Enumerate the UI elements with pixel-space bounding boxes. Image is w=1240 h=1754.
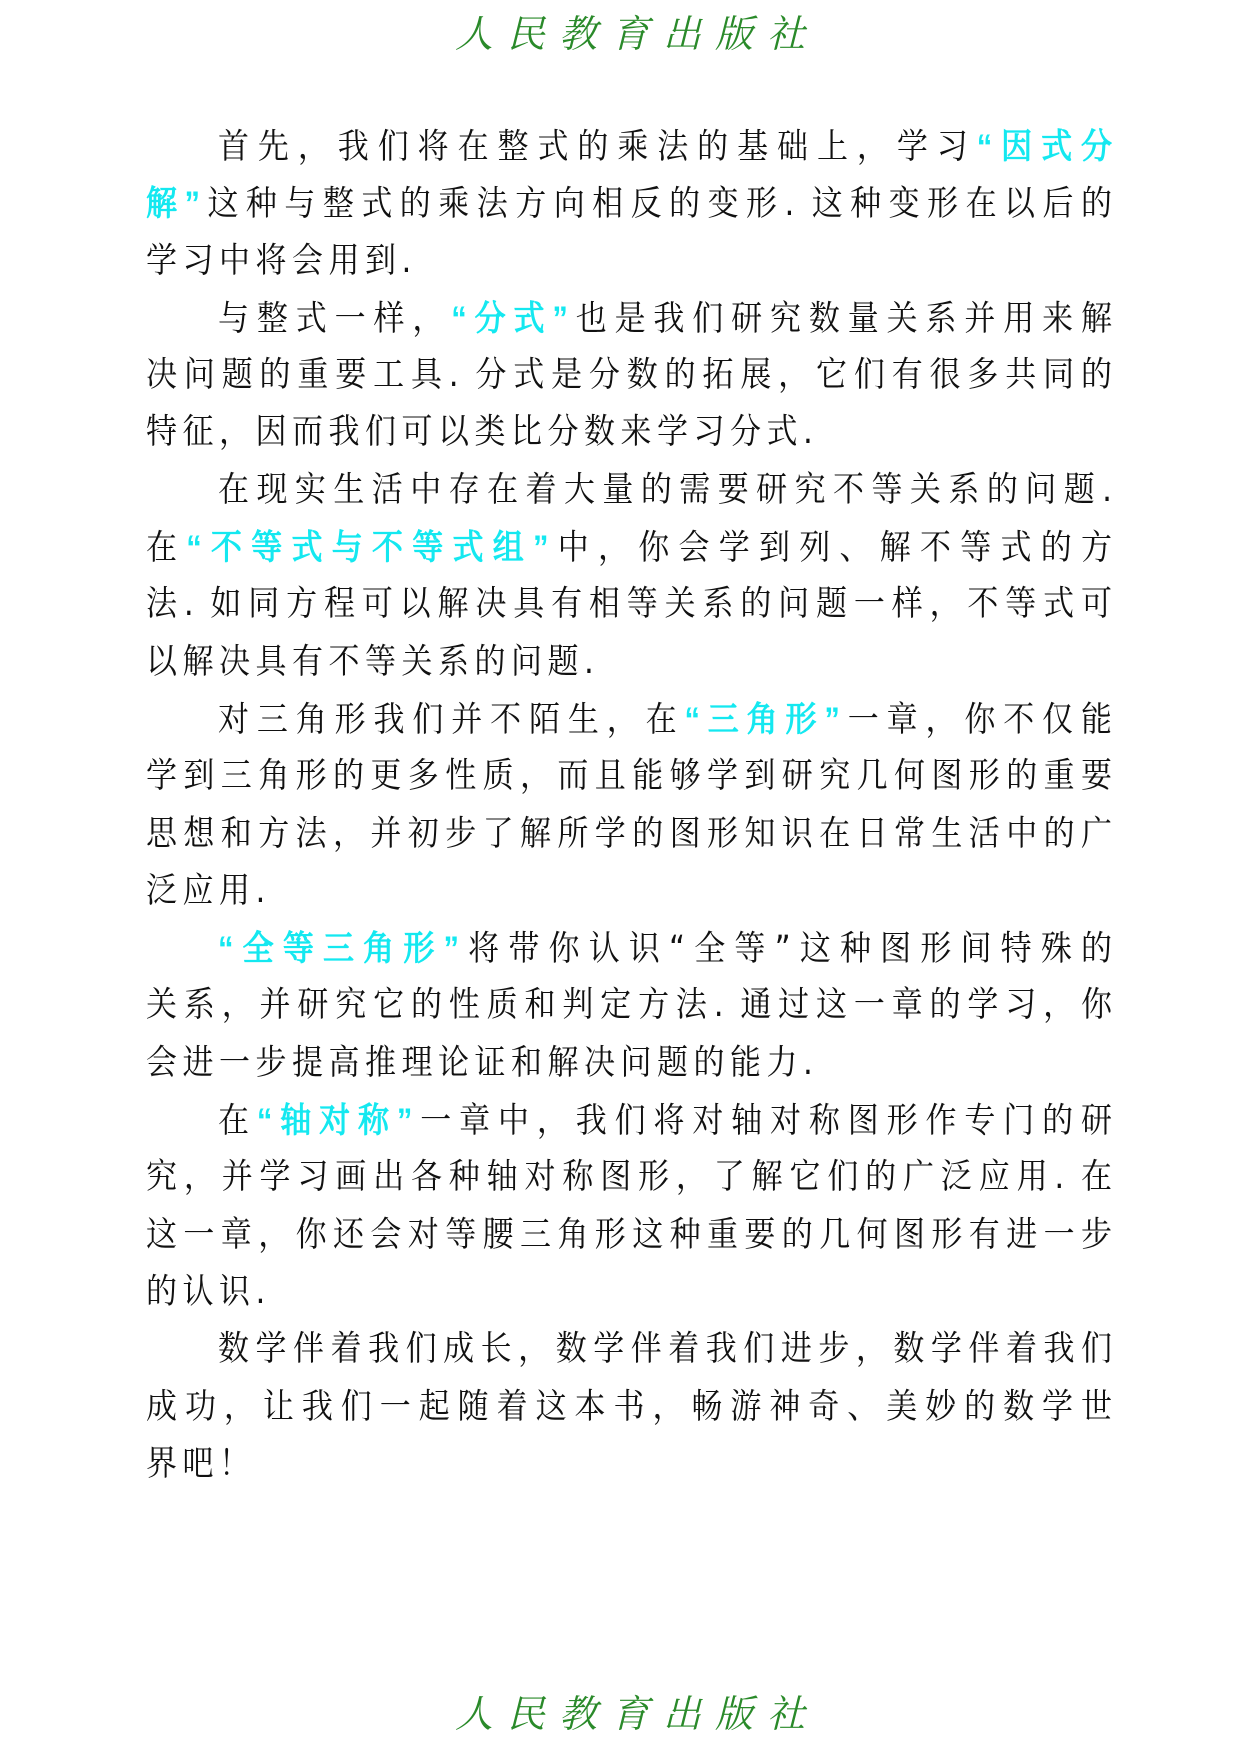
paragraph-line [146,1432,1112,1496]
paragraph-line [146,745,1112,809]
paragraph-line [146,229,1112,293]
text-segment: 中，你会学到列、解不等式的方 [548,527,1112,569]
publisher-logo-header: 人民教育出版社 [455,12,820,56]
text-segment: 也是我们研究数量关系并用来解 [567,298,1113,340]
paragraph-line [146,1146,1112,1210]
text-segment: 与整式一样， [218,298,452,340]
text-segment: 究，并学习画出各种轴对称图形，了解它们的广泛应用. 在 [146,1157,1112,1198]
text-segment: 会进一步提高推理论证和解决问题的能力. [146,1042,819,1083]
text-segment: 决问题的重要工具. 分式是分数的拓展，它们有很多共同的 [146,354,1112,396]
paragraph-line [146,1089,1112,1153]
chapter-title-highlight: “轴对称” [256,1100,413,1141]
paragraph-line [146,516,1112,580]
text-segment: 对三角形我们并不陌生，在 [218,699,685,741]
paragraph-line [146,1031,1112,1095]
text-segment: 将带你认识“全等”这种图形间特殊的 [459,929,1112,970]
text-segment: 学习中将会用到. [146,240,417,281]
text-segment: 数学伴着我们成长，数学伴着我们进步，数学伴着我们 [218,1328,1112,1370]
chapter-title-highlight: “三角形” [684,699,840,740]
text-segment: 思想和方法，并初步了解所学的图形知识在日常生活中的广 [146,813,1112,854]
chapter-title-highlight: “因式分 [976,126,1112,167]
paragraph-line [146,859,1112,923]
paragraph-line [146,1203,1112,1267]
document-body [146,118,1112,1493]
paragraph-line [146,573,1112,637]
text-segment: 成功，让我们一起随着这本书，畅游神奇、美妙的数学世 [146,1386,1112,1427]
text-segment: 泛应用. [146,870,271,911]
paragraph-line [146,115,1112,179]
paragraph-line [146,630,1112,694]
chapter-title-highlight: “分式” [451,298,568,338]
text-segment: 以解决具有不等关系的问题. [146,641,600,682]
text-segment: 这一章，你还会对等腰三角形这种重要的几何图形有进一步 [146,1214,1112,1255]
paragraph-line [146,1318,1112,1382]
text-segment: 界吧！ [146,1443,256,1484]
text-segment: 在 [146,527,187,569]
paragraph-line [146,1260,1112,1324]
text-segment: 一章，你不仅能 [839,699,1113,741]
chapter-title-highlight: “全等三角形” [218,929,460,969]
paragraph-line [146,1375,1112,1439]
text-segment: 这种与整式的乘法方向相反的变形. 这种变形在以后的 [199,184,1112,225]
text-segment: 的认识. [146,1271,271,1313]
text-segment: 一章中，我们将对轴对称图形作专门的研 [412,1100,1113,1142]
text-segment: 学到三角形的更多性质，而且能够学到研究几何图形的重要 [146,756,1112,797]
chapter-title-highlight: “不等式与不等式组” [186,527,549,568]
paragraph-line [146,974,1112,1038]
publisher-logo-footer: 人民教育出版社 [455,1692,820,1736]
paragraph-line [146,917,1112,981]
paragraph-line [146,286,1112,350]
text-segment: 法. 如同方程可以解决具有相等关系的问题一样，不等式可 [146,584,1112,625]
paragraph-line [146,344,1112,408]
text-segment: 首先，我们将在整式的乘法的基础上，学习 [218,126,977,168]
paragraph-line [146,172,1112,236]
paragraph-line [146,458,1112,522]
text-segment: 特征，因而我们可以类比分数来学习分式. [146,412,819,453]
text-segment: 在现实生活中存在着大量的需要研究不等关系的问题. [218,469,1112,510]
text-segment: 关系，并研究它的性质和判定方法. 通过这一章的学习，你 [146,985,1112,1026]
text-segment: 在 [218,1100,257,1142]
paragraph-line [146,401,1112,465]
chapter-title-highlight: 解” [146,184,200,224]
paragraph-line [146,688,1112,752]
paragraph-line [146,802,1112,866]
